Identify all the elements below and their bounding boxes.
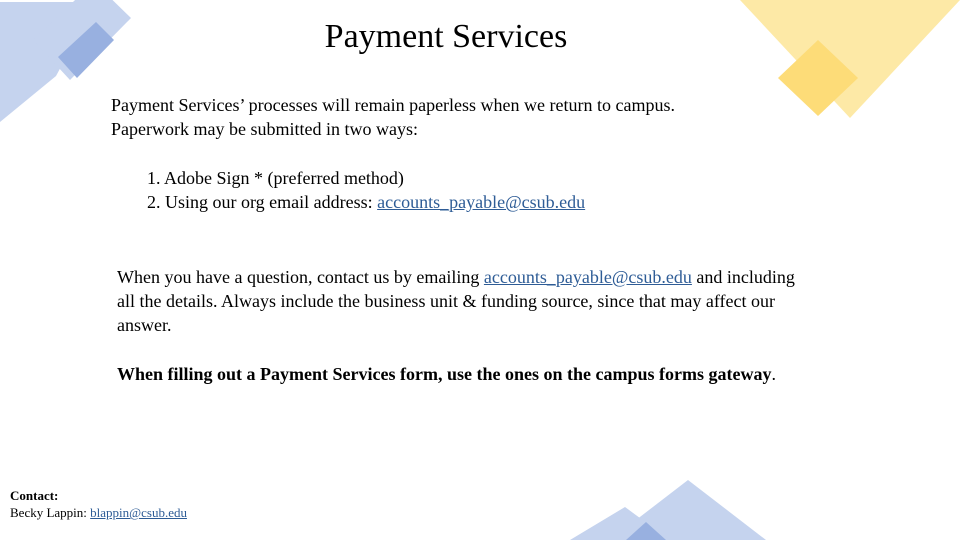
slide-title: Payment Services [324, 18, 568, 55]
question-prefix: When you have a question, contact us by emailing [117, 267, 484, 287]
contact-line [10, 504, 187, 521]
forms-note-end: . [771, 364, 776, 384]
accounts-payable-email-link[interactable]: accounts_payable@csub.edu [377, 192, 586, 212]
blue-diamond-bottom-small [570, 507, 670, 540]
contact-heading: Contact: [10, 488, 59, 503]
submission-methods-list [147, 166, 585, 214]
contact-name: Becky Lappin: [10, 505, 91, 520]
forms-note-paragraph [117, 362, 807, 386]
blue-diamond-bottom-dark [626, 522, 666, 540]
intro-line-2: Paperwork may be submitted in two ways: [111, 119, 418, 139]
contact-email-link[interactable]: blappin@csub.edu [90, 505, 187, 520]
question-paragraph [117, 265, 807, 337]
forms-note-bold: When filling out a Payment Services form, use the ones on the campus forms gateway [117, 364, 772, 384]
contact-block [10, 487, 187, 521]
blue-diamond-bottom-large [610, 480, 766, 540]
intro-paragraph [111, 93, 675, 141]
intro-line-1: Payment Services’ processes will remain paperless when we return to campus. [111, 95, 675, 115]
method-item-adobe-sign: 1. Adobe Sign * (preferred method) [147, 168, 404, 188]
method-item-email [147, 190, 585, 214]
question-email-link[interactable]: accounts_payable@csub.edu [483, 267, 692, 287]
question-suffix: and including all the details. Always include the business unit & funding source, since that may affect our answer. [117, 267, 795, 335]
method-email-prefix: 2. Using our org email address: [147, 192, 378, 212]
